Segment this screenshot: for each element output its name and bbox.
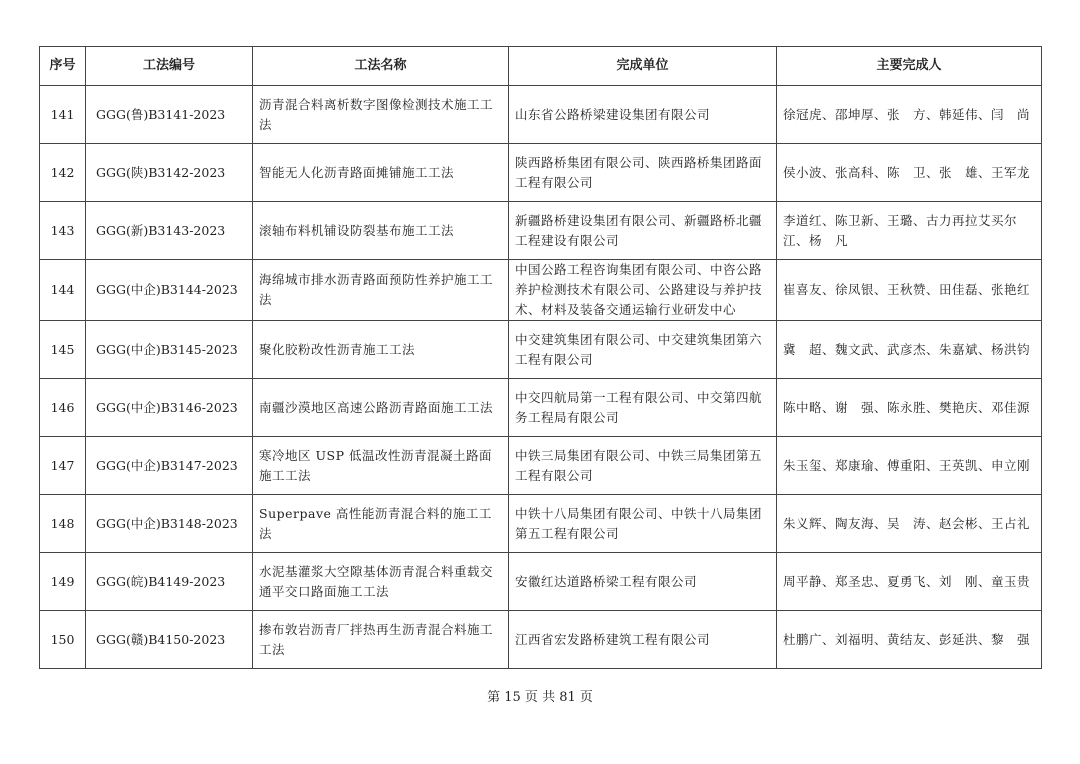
row-people: 朱义辉、陶友海、吴 涛、赵会彬、王占礼 xyxy=(777,495,1042,553)
table-row xyxy=(40,553,1042,611)
row-seq: 150 xyxy=(40,611,86,669)
table-row xyxy=(40,321,1042,379)
header-people: 主要完成人 xyxy=(777,47,1042,86)
row-seq: 148 xyxy=(40,495,86,553)
row-people: 崔喜友、徐凤银、王秋赞、田佳磊、张艳红 xyxy=(777,260,1042,321)
header-code: 工法编号 xyxy=(86,47,253,86)
row-name: 掺布敦岩沥青厂拌热再生沥青混合料施工工法 xyxy=(253,611,509,669)
row-name: 南疆沙漠地区高速公路沥青路面施工工法 xyxy=(253,379,509,437)
row-people: 冀 超、魏文武、武彦杰、朱嘉斌、杨洪钧 xyxy=(777,321,1042,379)
row-code: GGG(中企)B3147-2023 xyxy=(86,437,253,495)
row-people: 陈中略、谢 强、陈永胜、樊艳庆、邓佳源 xyxy=(777,379,1042,437)
header-name: 工法名称 xyxy=(253,47,509,86)
table-row xyxy=(40,202,1042,260)
table-row xyxy=(40,495,1042,553)
row-name: 沥青混合料离析数字图像检测技术施工工法 xyxy=(253,86,509,144)
table-row xyxy=(40,260,1042,321)
row-seq: 141 xyxy=(40,86,86,144)
header-seq: 序号 xyxy=(40,47,86,86)
row-unit: 江西省宏发路桥建筑工程有限公司 xyxy=(509,611,777,669)
row-name: 智能无人化沥青路面摊铺施工工法 xyxy=(253,144,509,202)
row-unit: 安徽红达道路桥梁工程有限公司 xyxy=(509,553,777,611)
row-code: GGG(中企)B3144-2023 xyxy=(86,260,253,321)
row-code: GGG(皖)B4149-2023 xyxy=(86,553,253,611)
row-seq: 149 xyxy=(40,553,86,611)
row-people: 周平静、郑圣忠、夏勇飞、刘 刚、童玉贵 xyxy=(777,553,1042,611)
row-code: GGG(中企)B3148-2023 xyxy=(86,495,253,553)
table-row xyxy=(40,86,1042,144)
row-code: GGG(陕)B3142-2023 xyxy=(86,144,253,202)
row-code: GGG(中企)B3145-2023 xyxy=(86,321,253,379)
row-name: 海绵城市排水沥青路面预防性养护施工工法 xyxy=(253,260,509,321)
row-seq: 147 xyxy=(40,437,86,495)
award-table xyxy=(39,46,1042,669)
row-seq: 142 xyxy=(40,144,86,202)
row-unit: 中交四航局第一工程有限公司、中交第四航务工程局有限公司 xyxy=(509,379,777,437)
row-unit: 中铁十八局集团有限公司、中铁十八局集团第五工程有限公司 xyxy=(509,495,777,553)
table-row xyxy=(40,144,1042,202)
row-seq: 145 xyxy=(40,321,86,379)
header-unit: 完成单位 xyxy=(509,47,777,86)
row-unit: 中铁三局集团有限公司、中铁三局集团第五工程有限公司 xyxy=(509,437,777,495)
row-unit: 陕西路桥集团有限公司、陕西路桥集团路面工程有限公司 xyxy=(509,144,777,202)
row-unit: 山东省公路桥梁建设集团有限公司 xyxy=(509,86,777,144)
row-people: 李道红、陈卫新、王璐、古力再拉艾买尔江、杨 凡 xyxy=(777,202,1042,260)
row-people: 杜鹏广、刘福明、黄结友、彭延洪、黎 强 xyxy=(777,611,1042,669)
row-unit: 中国公路工程咨询集团有限公司、中咨公路养护检测技术有限公司、公路建设与养护技术、材料及装备交通运输行业研发中心 xyxy=(509,260,777,321)
row-code: GGG(鲁)B3141-2023 xyxy=(86,86,253,144)
row-name: 水泥基灌浆大空隙基体沥青混合料重载交通平交口路面施工工法 xyxy=(253,553,509,611)
row-seq: 143 xyxy=(40,202,86,260)
row-people: 朱玉玺、郑康瑜、傅重阳、王英凯、申立刚 xyxy=(777,437,1042,495)
row-seq: 144 xyxy=(40,260,86,321)
row-code: GGG(中企)B3146-2023 xyxy=(86,379,253,437)
page-number-footer: 第 15 页 共 81 页 xyxy=(487,690,593,705)
row-name: 滚轴布料机铺设防裂基布施工工法 xyxy=(253,202,509,260)
row-unit: 新疆路桥建设集团有限公司、新疆路桥北疆工程建设有限公司 xyxy=(509,202,777,260)
row-unit: 中交建筑集团有限公司、中交建筑集团第六工程有限公司 xyxy=(509,321,777,379)
row-name: 聚化胶粉改性沥青施工工法 xyxy=(253,321,509,379)
row-people: 侯小波、张高科、陈 卫、张 雄、王军龙 xyxy=(777,144,1042,202)
row-name: Superpave 高性能沥青混合料的施工工法 xyxy=(253,495,509,553)
row-seq: 146 xyxy=(40,379,86,437)
table-row xyxy=(40,379,1042,437)
row-code: GGG(新)B3143-2023 xyxy=(86,202,253,260)
header-row xyxy=(40,47,1042,86)
row-name: 寒冷地区 USP 低温改性沥青混凝土路面施工工法 xyxy=(253,437,509,495)
table-row xyxy=(40,437,1042,495)
row-code: GGG(赣)B4150-2023 xyxy=(86,611,253,669)
row-people: 徐冠虎、邵坤厚、张 方、韩延伟、闫 尚 xyxy=(777,86,1042,144)
table-row xyxy=(40,611,1042,669)
